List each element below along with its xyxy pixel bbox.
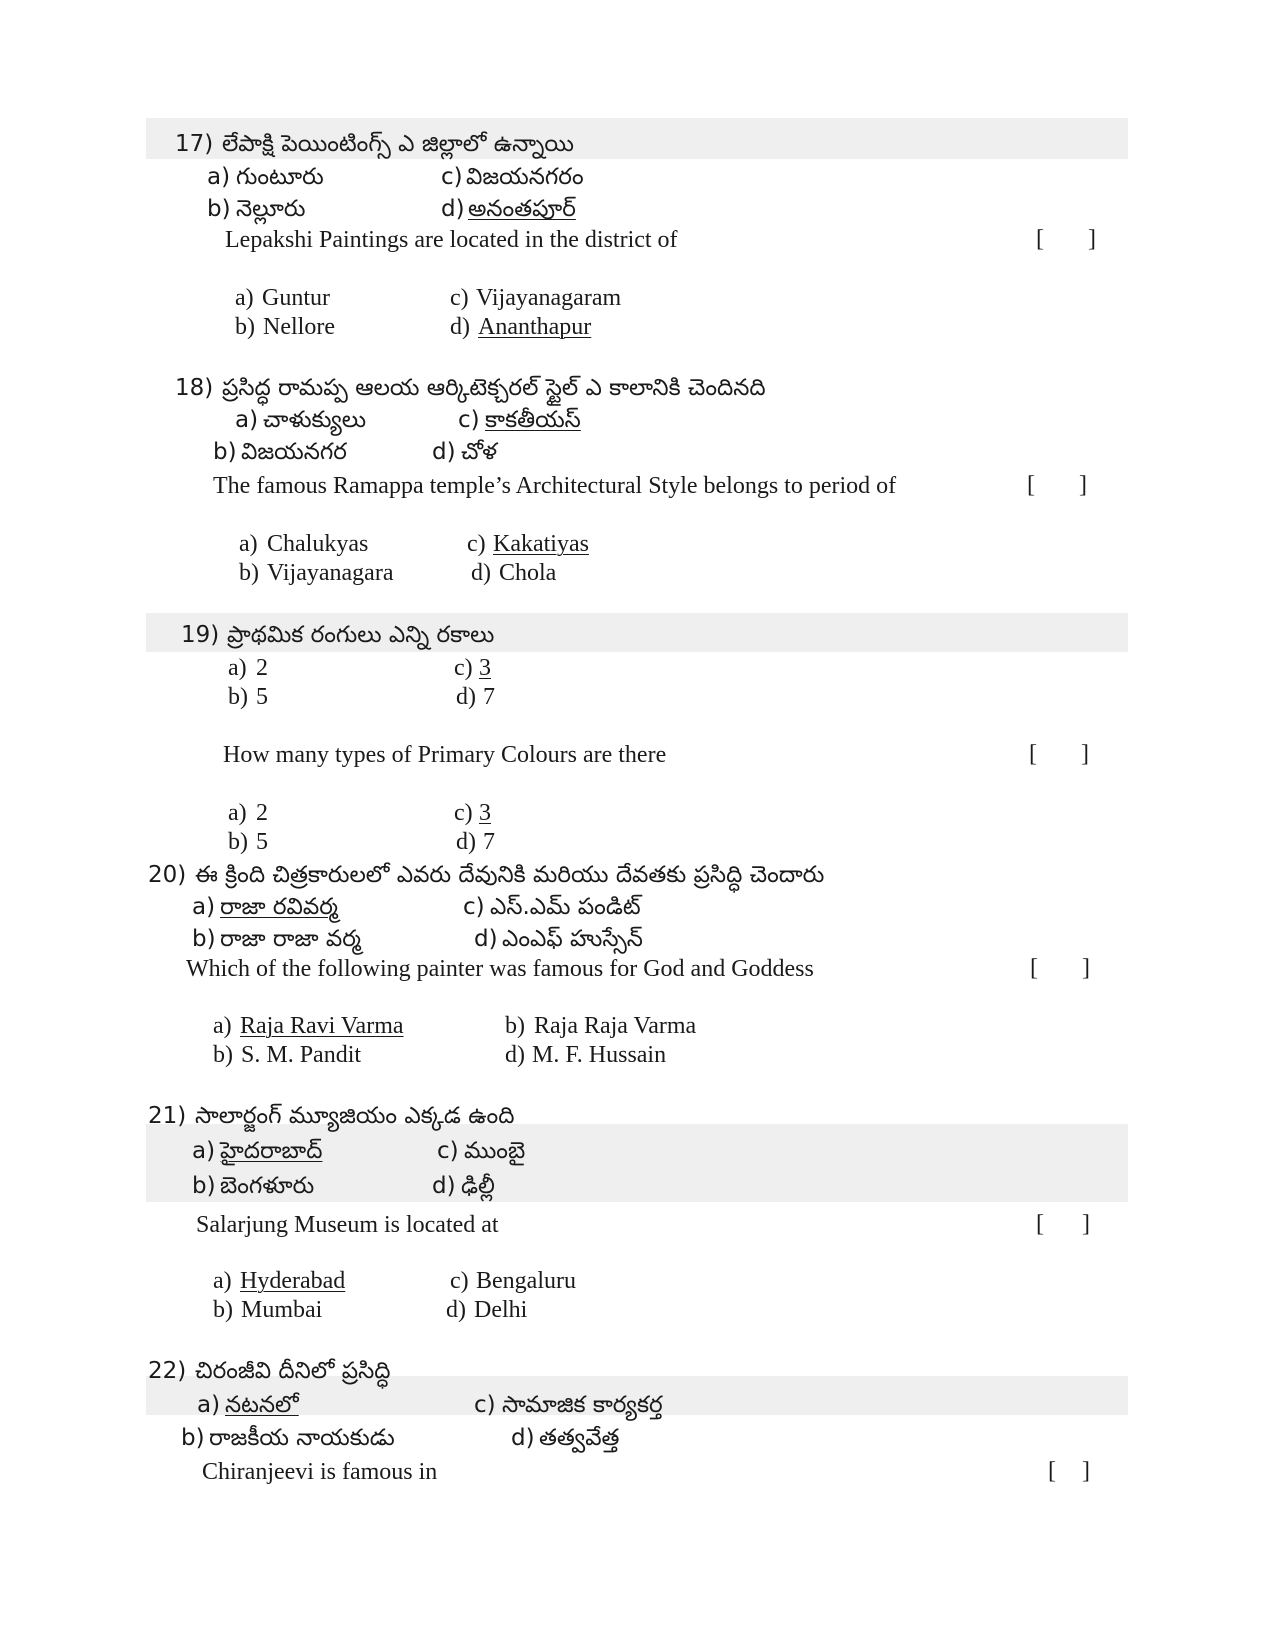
option-a-telugu: గుంటూరు	[236, 164, 324, 190]
option-a-english: 2	[256, 800, 268, 826]
question-text-english: Chiranjeevi is famous in	[202, 1459, 438, 1485]
option-label: b)	[213, 439, 237, 465]
option-label: d)	[471, 560, 491, 586]
option-label: b)	[235, 314, 255, 340]
option-label: d)	[441, 196, 465, 222]
option-label: b)	[239, 560, 259, 586]
question-text-telugu: ఈ క్రింది చిత్రకారులలో ఎవరు దేవునికి మరియు దేవతకు ప్రసిద్ధి చెందారు	[195, 862, 825, 888]
question-number: 20)	[148, 862, 187, 888]
option-c-telugu-answer: కాకతీయస్	[485, 407, 581, 433]
option-b-telugu: రాజకీయ నాయకుడు	[209, 1425, 395, 1451]
question-text-telugu: లేపాక్షి పెయింటింగ్స్ ఎ జిల్లాలో ఉన్నాయి	[222, 131, 574, 157]
option-label: a)	[228, 800, 247, 826]
option-a-telugu: చాళుక్యులు	[263, 407, 367, 433]
question-text-telugu: చిరంజీవి దీనిలో ప్రసిద్ధి	[195, 1358, 391, 1384]
option-b-english: Mumbai	[241, 1297, 323, 1323]
option-d-telugu: తత్వవేత్త	[539, 1425, 620, 1451]
option-d-english: Delhi	[474, 1297, 528, 1323]
option-label: d)	[505, 1042, 525, 1068]
option-label: a)	[228, 655, 247, 681]
option-label: c)	[450, 285, 469, 311]
option-d-telugu: 7	[483, 684, 495, 710]
question-text-telugu: ప్రసిద్ధ రామప్ప ఆలయ ఆర్కిటెక్చరల్ స్టైల్ ఎ కాలానికి చెందినది	[222, 375, 766, 401]
option-label: a)	[192, 1138, 216, 1164]
option-a-telugu-answer: హైదరాబాద్	[220, 1138, 323, 1164]
option-label: b)	[505, 1013, 525, 1039]
option-label: b)	[213, 1042, 233, 1068]
option-label: d)	[446, 1297, 466, 1323]
option-b-telugu: బెంగళూరు	[220, 1173, 315, 1199]
answer-bracket: [ ]	[1048, 1458, 1090, 1484]
option-label: c)	[450, 1268, 469, 1294]
option-c-telugu: ఎస్.ఎమ్ పండిట్	[490, 894, 641, 920]
question-text-telugu: సాలార్జంగ్ మ్యూజియం ఎక్కడ ఉంది	[195, 1103, 515, 1129]
option-label: b)	[192, 1173, 216, 1199]
option-a-telugu-answer: నటనలో	[225, 1392, 299, 1418]
question-text-english: Salarjung Museum is located at	[196, 1212, 499, 1238]
option-label: d)	[511, 1425, 535, 1451]
option-d-english: Chola	[499, 560, 557, 586]
question-text-english: Which of the following painter was famous for God and Goddess	[186, 956, 814, 982]
option-c-telugu: విజయనగరం	[466, 164, 584, 190]
option-label: c)	[454, 655, 473, 681]
answer-bracket: [ ]	[1030, 955, 1090, 981]
option-c-english: S. M. Pandit	[241, 1042, 362, 1068]
option-b-telugu: 5	[256, 684, 268, 710]
option-label: c)	[463, 894, 485, 920]
option-b-telugu: నెల్లూరు	[236, 196, 306, 222]
option-label: d)	[432, 1173, 456, 1199]
option-label: c)	[454, 800, 473, 826]
option-label: a)	[197, 1392, 221, 1418]
option-label: a)	[192, 894, 216, 920]
option-c-telugu: సామాజిక కార్యకర్త	[502, 1392, 663, 1418]
option-label: b)	[228, 684, 248, 710]
option-label: b)	[181, 1425, 205, 1451]
question-number: 21)	[148, 1103, 187, 1129]
option-d-english-answer: Ananthapur	[478, 314, 592, 340]
option-d-english: M. F. Hussain	[532, 1042, 667, 1068]
option-c-english-answer: 3	[479, 800, 491, 826]
question-number: 19)	[181, 622, 220, 648]
answer-bracket: [ ]	[1029, 741, 1089, 767]
option-label: c)	[458, 407, 480, 433]
option-label: d)	[456, 684, 476, 710]
option-label: b)	[207, 196, 231, 222]
option-a-english-answer: Hyderabad	[240, 1268, 346, 1294]
option-d-telugu-answer: అనంతపూర్	[468, 196, 576, 222]
option-c-english-answer: Kakatiyas	[493, 531, 589, 557]
option-label: c)	[467, 531, 486, 557]
question-text-english: The famous Ramappa temple’s Architectural Style belongs to period of	[213, 473, 897, 499]
option-label: a)	[213, 1268, 232, 1294]
option-label: a)	[239, 531, 258, 557]
option-d-telugu: ఎంఎఫ్ హుస్సేన్	[502, 926, 643, 952]
option-a-telugu-answer: రాజా రవివర్మ	[220, 894, 339, 920]
question-text-english: Lepakshi Paintings are located in the district of	[225, 227, 678, 253]
option-a-telugu: 2	[256, 655, 268, 681]
option-b-english: Raja Raja Varma	[534, 1013, 697, 1039]
option-label: d)	[432, 439, 456, 465]
option-c-english: Bengaluru	[476, 1268, 576, 1294]
question-text-english: How many types of Primary Colours are there	[223, 742, 667, 768]
option-label: a)	[207, 164, 231, 190]
option-label: a)	[235, 285, 254, 311]
option-c-english: Vijayanagaram	[476, 285, 622, 311]
option-c-telugu-answer: 3	[479, 655, 491, 681]
option-c-telugu: ముంబై	[464, 1138, 526, 1164]
question-number: 18)	[175, 375, 214, 401]
option-label: c)	[437, 1138, 459, 1164]
option-label: d)	[474, 926, 498, 952]
question-number: 22)	[148, 1358, 187, 1384]
option-label: a)	[235, 407, 259, 433]
answer-bracket: [ ]	[1036, 1211, 1090, 1237]
question-number: 17)	[175, 131, 214, 157]
option-label: b)	[213, 1297, 233, 1323]
option-b-english: Nellore	[263, 314, 335, 340]
option-label: b)	[228, 829, 248, 855]
question-text-telugu: ప్రాథమిక రంగులు ఎన్ని రకాలు	[227, 622, 495, 648]
option-label: d)	[456, 829, 476, 855]
option-a-english: Guntur	[262, 285, 330, 311]
option-d-english: 7	[483, 829, 495, 855]
option-label: a)	[213, 1013, 232, 1039]
option-a-english: Chalukyas	[267, 531, 369, 557]
option-label: c)	[474, 1392, 496, 1418]
option-d-telugu: చోళ	[461, 439, 498, 465]
option-label: c)	[441, 164, 463, 190]
option-label: b)	[192, 926, 216, 952]
option-b-english: Vijayanagara	[267, 560, 394, 586]
option-label: d)	[450, 314, 470, 340]
option-b-telugu: రాజా రాజా వర్మ	[220, 926, 361, 952]
option-a-english-answer: Raja Ravi Varma	[240, 1013, 404, 1039]
answer-bracket: [ ]	[1036, 226, 1096, 252]
answer-bracket: [ ]	[1027, 472, 1087, 498]
option-b-telugu: విజయనగర	[241, 439, 347, 465]
option-d-telugu: ఢిల్లీ	[461, 1173, 495, 1199]
option-b-english: 5	[256, 829, 268, 855]
